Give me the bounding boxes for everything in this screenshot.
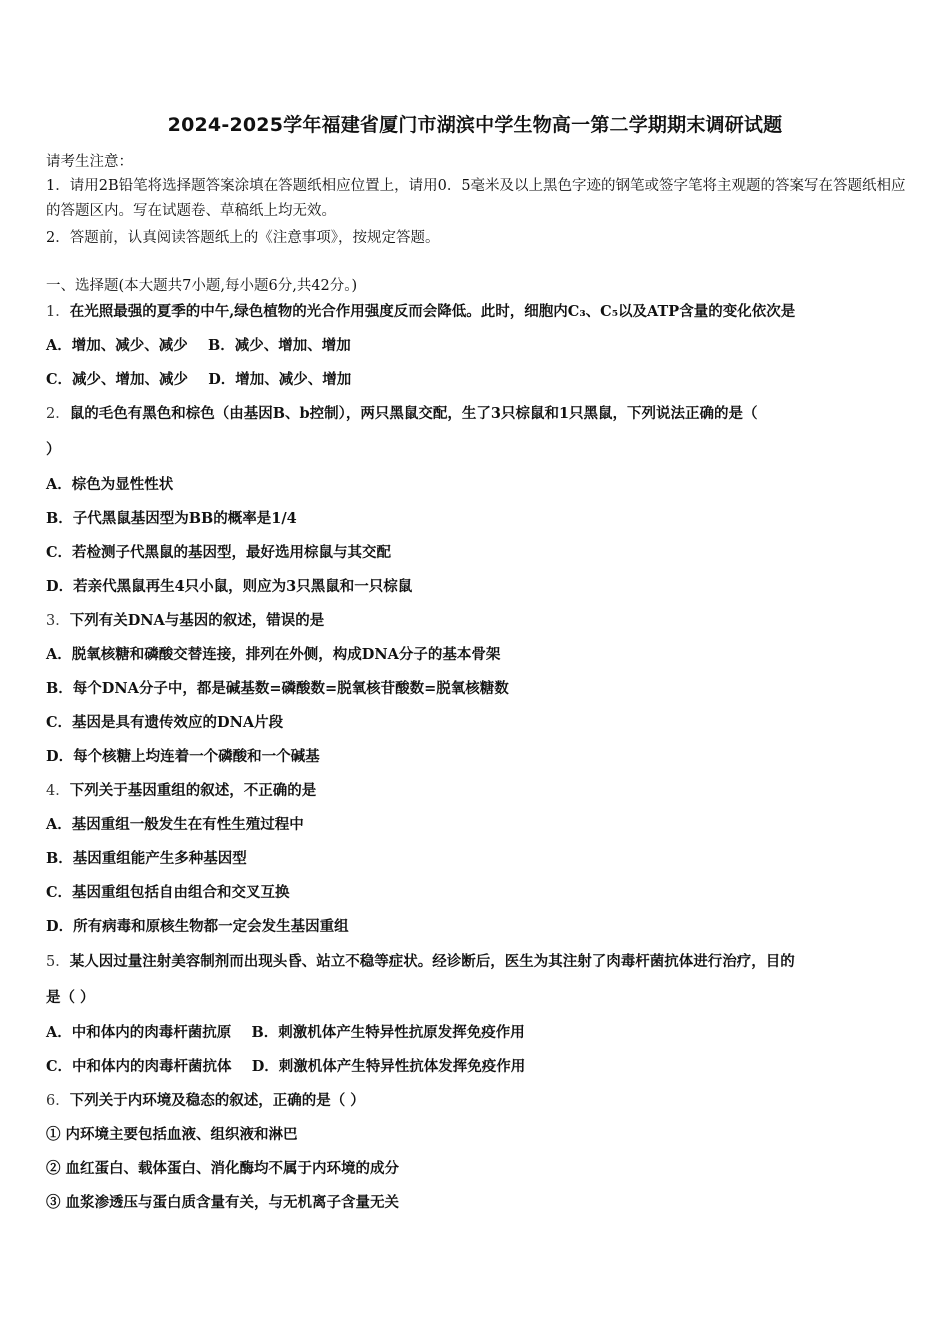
q3-option-a: A．脱氧核糖和磷酸交替连接，排列在外侧，构成DNA分子的基本骨架	[46, 646, 501, 663]
q3-option-b: B．每个DNA分子中，都是碱基数=磷酸数=脱氧核苷酸数=脱氧核糖数	[46, 680, 509, 697]
question-stem: 下列关于内环境及稳态的叙述，正确的是（ ）	[69, 1092, 365, 1109]
question-stem: 某人因过量注射美容制剂而出现头昏、站立不稳等症状。经诊断后，医生为其注射了肉毒杆菌抗体进行治疗，目的	[69, 953, 795, 970]
question-stem-end: ）	[46, 441, 61, 458]
question-number: 5．	[46, 954, 70, 970]
question-stem: 在光照最强的夏季的中午,绿色植物的光合作用强度反而会降低。此时，细胞内C₃、C₅以及ATP含量的变化依次是	[69, 303, 796, 320]
q3-option-d: D．每个核糖上均连着一个磷酸和一个碱基	[46, 748, 320, 765]
section-heading: 一、选择题(本大题共7小题,每小题6分,共42分。)	[46, 278, 358, 294]
question-3	[46, 611, 324, 631]
notice-heading: 请考生注意：	[46, 154, 133, 170]
q2-option-a: A．棕色为显性性状	[46, 476, 174, 493]
question-stem: 下列有关DNA与基因的叙述，错误的是	[69, 612, 325, 629]
question-1	[46, 302, 795, 322]
question-4	[46, 781, 316, 801]
q3-option-c: C．基因是具有遗传效应的DNA片段	[46, 714, 284, 731]
q4-option-c: C．基因重组包括自由组合和交叉互换	[46, 884, 290, 901]
question-number: 2．	[46, 406, 70, 422]
question-number: 3．	[46, 613, 70, 629]
exam-title: 2024-2025学年福建省厦门市湖滨中学生物高一第二学期期末调研试题	[167, 114, 783, 136]
q6-statement-3: ③ 血浆渗透压与蛋白质含量有关，与无机离子含量无关	[46, 1194, 400, 1211]
q4-option-d: D．所有病毒和原核生物都一定会发生基因重组	[46, 918, 349, 935]
q5-options-cd: C．中和体内的肉毒杆菌抗体 D．刺激机体产生特异性抗体发挥免疫作用	[46, 1058, 526, 1075]
question-number: 4．	[46, 783, 70, 799]
question-6	[46, 1091, 365, 1111]
q5-options-ab: A．中和体内的肉毒杆菌抗原 B．刺激机体产生特异性抗原发挥免疫作用	[46, 1024, 525, 1041]
q4-option-b: B．基因重组能产生多种基因型	[46, 850, 247, 867]
notice-item-2: 2．答题前，认真阅读答题纸上的《注意事项》，按规定答题。	[46, 230, 440, 246]
question-stem-end: 是（ ）	[46, 989, 95, 1006]
question-number: 6．	[46, 1093, 70, 1109]
question-2	[46, 404, 758, 424]
q1-options-cd: C．减少、增加、减少 D．增加、减少、增加	[46, 371, 352, 388]
q2-option-c: C．若检测子代黑鼠的基因型，最好选用棕鼠与其交配	[46, 544, 392, 561]
q4-option-a: A．基因重组一般发生在有性生殖过程中	[46, 816, 304, 833]
q2-option-b: B．子代黑鼠基因型为BB的概率是1/4	[46, 510, 297, 527]
q1-options-ab: A．增加、减少、减少 B．减少、增加、增加	[46, 337, 351, 354]
question-5	[46, 952, 795, 972]
notice-item-1: 1．请用2B铅笔将选择题答案涂填在答题纸相应位置上，请用0．5毫米及以上黑色字迹的钢笔或签字笔将主观题的答案写在答题纸相应的答题区内。写在试题卷、草稿纸上均无效。	[46, 178, 906, 219]
q2-option-d: D．若亲代黑鼠再生4只小鼠，则应为3只黑鼠和一只棕鼠	[46, 578, 413, 595]
q6-statement-2: ② 血红蛋白、载体蛋白、消化酶均不属于内环境的成分	[46, 1160, 400, 1177]
q6-statement-1: ① 内环境主要包括血液、组织液和淋巴	[46, 1126, 298, 1143]
question-number: 1．	[46, 304, 70, 320]
question-stem: 下列关于基因重组的叙述，不正确的是	[69, 782, 317, 799]
question-stem: 鼠的毛色有黑色和棕色（由基因B、b控制），两只黑鼠交配，生了3只棕鼠和1只黑鼠，下列说法正确的是（	[69, 405, 758, 422]
